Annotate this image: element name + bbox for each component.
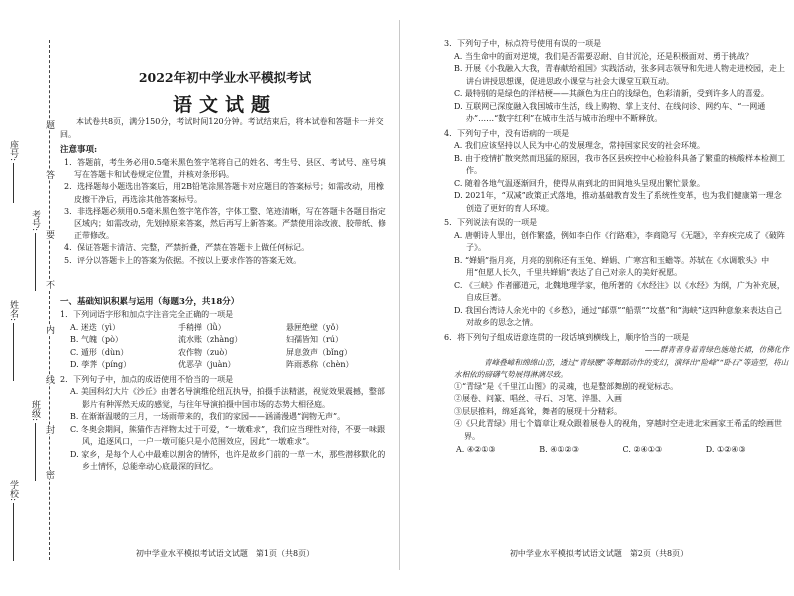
option-b[interactable]: B. 由于疫情扩散突然而迅猛的原因，我市各区县疾控中心检验科具备了繁重的核酸样本检测工作。 bbox=[454, 153, 785, 175]
seal-word: 答 bbox=[44, 170, 54, 179]
option-cell: 农作物（zuò） bbox=[178, 347, 233, 357]
answer-option-c[interactable]: C. ②④①③ bbox=[622, 445, 663, 454]
note-item: 4．保证答题卡清洁、完整，严禁折叠，严禁在答题卡上做任何标记。 bbox=[64, 243, 310, 253]
sentence-item: ③层层推料，绵延高耸，舞者的展现十分精彩。 bbox=[454, 406, 622, 416]
question-2-stem: 2．下列句子中，加点的成语使用不恰当的一项是 bbox=[60, 374, 234, 384]
right-page bbox=[404, 0, 794, 596]
seal-word: 内 bbox=[44, 325, 54, 334]
note-item: 3．非选择题必须用0.5毫米黑色签字笔作答，字体工整、笔迹清晰，写在答题卡各题目指定区域内；如需改动，先划掉原来答案，然后再写上新答案。严禁使用涂改液、胶带纸、修正带修改。 bbox=[64, 206, 386, 241]
sentence-item: ①“青绿”是《千里江山图》的灵魂，也是整部舞剧的视觉标志。 bbox=[454, 381, 679, 391]
option-a[interactable]: A. 当生命中的面对逆境，我们是否需要忍耐、自甘沉沦，还是积极面对、勇于挑战？ bbox=[454, 51, 753, 61]
option-c[interactable]: C. 最特别的是绿色的洋桔梗——其颜色为庄白的浅绿色，色彩清新，受到许多人的喜爱。 bbox=[454, 89, 769, 98]
option-c[interactable]: C. 随着各地气温逐渐回升，使得从南到北的田间地头呈现出繁忙景象。 bbox=[454, 178, 705, 188]
sentence-item: ②展卷、问篆、唱丝、寻石、习笔、淬墨、入画 bbox=[454, 394, 622, 403]
page-footer: 初中学业水平模拟考试语文试题 第2页（共8页） bbox=[509, 549, 689, 558]
notes-heading: 注意事项: bbox=[60, 145, 98, 155]
option-d[interactable]: D. 互联网已深度融入我国城市生活，线上购物、掌上支付、在线问诊、网约车、“一网通办”……“数字红利”在城市生活与城市治理中不断释放。 bbox=[454, 101, 766, 123]
seal-word: 要 bbox=[44, 230, 54, 239]
option-d[interactable]: D. 2021年，“双减”政策正式落地，推动基础教育发生了系统性变革，也为我们健康第一理念创造了更好的育人环境。 bbox=[454, 191, 782, 213]
answer-option-d[interactable]: D. ①②④③ bbox=[705, 445, 746, 454]
question-6-answers bbox=[444, 443, 789, 456]
question-5-stem: 5．下列说法有误的一项是 bbox=[444, 218, 538, 227]
questions-block bbox=[444, 38, 789, 456]
class-label: 班级: bbox=[30, 400, 40, 422]
page-divider bbox=[399, 20, 400, 570]
option-cell: 优恶孕（juàn） bbox=[178, 360, 236, 369]
seal-word: 题 bbox=[44, 120, 54, 129]
option-cell[interactable]: D. 荸荠（píng） bbox=[70, 360, 132, 369]
option-cell: 阵雨悉称（chèn） bbox=[286, 360, 354, 369]
option-cell: 手稍掸（lǜ） bbox=[178, 322, 226, 332]
name-label: 姓名: bbox=[8, 300, 18, 322]
option-b[interactable]: B. 在渐渐温暖的三月，一场雨带来的，我们的家园——涵涌漫遇“润物无声”。 bbox=[70, 412, 346, 421]
poem-text: 青峰叠嶂和绵绵山峦，透过“青绿腰”等舞蹈动作的变幻，演绎出“险峰”“卧石”等造型，将山水相依的磅礴气势展得淋漓尽致。 bbox=[454, 357, 789, 379]
option-a[interactable]: A. 我们应该坚持以人民为中心的发展理念，常持国家民安的社会环境。 bbox=[454, 141, 705, 150]
option-b[interactable]: B. “婵娟”指月亮，月亮的别称还有玉兔、婵娟、广寒宫和玉蟾等。苏轼在《水调歌头》中用“但愿人长久，千里共婵娟”表达了自己对亲人的美好祝愿。 bbox=[454, 255, 770, 277]
binding-margin bbox=[0, 0, 58, 596]
seat-number-label: 座号: bbox=[8, 140, 18, 162]
option-cell[interactable]: B. 气魄（pò） bbox=[70, 335, 123, 344]
question-1-options bbox=[60, 322, 390, 372]
exam-number-label: 考号: bbox=[30, 210, 40, 232]
option-b[interactable]: B. 开展《小我融入大我，青春献给祖国》实践活动，张多同志领导和先进人物走进校园，走上讲台讲授思想课，促进思政小课堂与社会大课堂互联互动。 bbox=[454, 64, 785, 86]
sentence-item: ④《只此青绿》用七个篇章让观众跟着展卷人的视角，穿越时空走进北宋画家王希孟的绘画世界。 bbox=[454, 419, 782, 441]
seal-word: 不 bbox=[44, 280, 54, 289]
intro-text: 本试卷共8页，满分150分，考试时间120分钟。考试结束后，将本试卷和答题卡一并交回。 bbox=[60, 117, 384, 139]
section-heading: 一、基础知识积累与运用（每题3分，共18分） bbox=[60, 297, 240, 307]
option-a[interactable]: A. 唐朝诗人罪出，创作繁盛，例如李白作《行路难》，李商隐写《无题》，辛弃疾完成了《破阵子》。 bbox=[454, 230, 785, 252]
option-cell: 悬匣绝壁（yǒ） bbox=[286, 322, 344, 332]
seal-word: 封 bbox=[44, 425, 54, 434]
question-6-stem: 6．将下列句子组成语意连贯的一段话填到横线上，顺序恰当的一项是 bbox=[444, 332, 690, 342]
subject-title: 语文试题 bbox=[172, 94, 277, 116]
option-cell[interactable]: A. 迷迭（yì） bbox=[70, 322, 120, 332]
option-cell: 流水账（zhàng） bbox=[178, 335, 243, 344]
name-field[interactable] bbox=[8, 300, 18, 381]
seat-number-field[interactable] bbox=[8, 140, 18, 203]
question-3-stem: 3．下列句子中，标点符号使用有误的一项是 bbox=[444, 39, 602, 48]
seal-word: 线 bbox=[44, 375, 54, 384]
note-item: 1．答题前，考生务必用0.5毫米黑色签字笔将自己的姓名、考生号、县区、考试号、座号填写在答题卡和试卷规定位置，并核对条形码。 bbox=[64, 158, 386, 180]
exam-number-field[interactable] bbox=[30, 210, 40, 291]
note-item: 2．选择题每小题选出答案后，用2B铅笔涂黑答题卡对应题目的答案标号；如需改动，用橡皮擦干净后，再选涂其他答案标号。 bbox=[64, 182, 385, 204]
page-footer: 初中学业水平模拟考试语文试题 第1页（共8页） bbox=[135, 549, 315, 558]
option-c[interactable]: C. 冬奥会期间，熊猫作吉祥物太过于可爱，“一墩难求”，我们应当理性对待，不要一味跟风，追逐风口，一户一墩可能只是小范围效应，因此“一墩难求”。 bbox=[70, 424, 386, 446]
seal-word: 密 bbox=[44, 470, 54, 479]
section-1 bbox=[60, 296, 390, 474]
school-field[interactable] bbox=[8, 480, 18, 561]
school-label: 学校: bbox=[8, 480, 18, 502]
class-field[interactable] bbox=[30, 400, 40, 481]
answer-option-a[interactable]: A. ④②①③ bbox=[456, 445, 496, 454]
answer-option-b[interactable]: B. ④①②③ bbox=[539, 445, 579, 454]
option-a[interactable]: A. 美国科幻大片《沙丘》由著名导演维伦纽瓦执导，拍摄手法精湛，视觉效果震撼，整部影片有种浑然天成的感觉，与往年导演拍摄中国市场的态势大相径庭。 bbox=[70, 387, 385, 409]
seal-line bbox=[49, 40, 50, 560]
instructions-block bbox=[60, 116, 390, 267]
poem-lead: ——群青者身着青绿色施地长裙，仿佛化作 bbox=[644, 345, 789, 354]
option-cell: 屏息敛声（bǐng） bbox=[286, 347, 352, 357]
option-cell[interactable]: C. 遁形（dùn） bbox=[70, 347, 129, 357]
question-4-stem: 4．下列句子中，没有语病的一项是 bbox=[444, 128, 570, 138]
option-cell: 妇孺皆知（rú） bbox=[286, 335, 343, 344]
option-d[interactable]: D. 我国台湾诗人余光中的《乡愁》，通过“邮票”“船票”“坟墓”和“海峡”这四种意象来表达自己对故乡的思念之情。 bbox=[454, 305, 782, 327]
option-c[interactable]: C. 《三峡》作者郦道元，北魏地理学家，他所著的《水经注》以《水经》为纲，广为补充展，自成巨著。 bbox=[454, 280, 785, 302]
exam-title: 2022年初中学业水平模拟考试 bbox=[138, 70, 312, 85]
option-d[interactable]: D. 家乡，是每个人心中最难以割舍的情怀，也许是故乡门前的一草一木，那些潜移默化的乡土情怀，总能牵动心底最深的回忆。 bbox=[70, 449, 386, 471]
note-item: 5．评分以答题卡上的答案为依据。不按以上要求作答的答案无效。 bbox=[64, 255, 302, 265]
question-1-stem: 1．下列词语字形和加点字注音完全正确的一项是 bbox=[60, 310, 234, 319]
